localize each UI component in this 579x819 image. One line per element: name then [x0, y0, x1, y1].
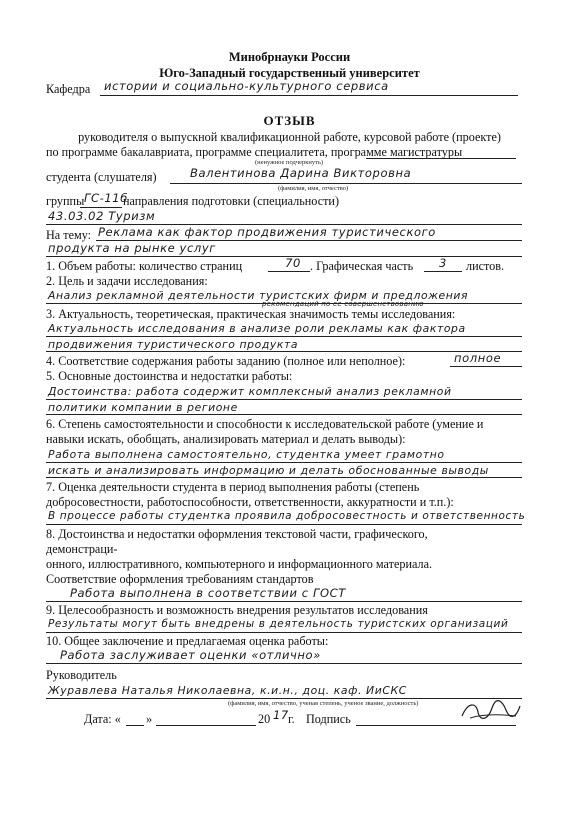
supervisor-label: Руководитель — [46, 668, 117, 682]
item-8-label-1: 8. Достоинства и недостатки оформления текстовой части, графического, — [46, 527, 428, 541]
item-7-underline — [46, 524, 522, 525]
item-3-answer-2: продвижения туристического продукта — [48, 338, 299, 351]
graphic-part-label: . Графическая часть — [310, 259, 414, 273]
department-value: истории и социально-культурного сервиса — [104, 79, 389, 93]
supervisor-caption: (фамилия, имя, отчество, ученая степень, ученое звание, должность) — [228, 700, 419, 707]
group-value: ГС-11б — [84, 191, 128, 205]
signature-label: Подпись — [306, 712, 351, 726]
item-6-label-2: навыки искать, обобщать, анализировать материал и делать выводы): — [46, 432, 406, 446]
direction-value: 43.03.02 Туризм — [48, 209, 156, 223]
group-label: группы — [46, 194, 85, 208]
group-underline — [80, 207, 122, 208]
item-8-label-4: Соответствие оформления требованиям стандартов — [46, 572, 314, 586]
student-name: Валентинова Дарина Викторовна — [190, 166, 412, 180]
item-10-answer: Работа заслуживает оценки «отлично» — [60, 648, 321, 662]
university-heading: Юго-Западный государственный университет — [159, 66, 420, 80]
item-8-answer: Работа выполнена в соответствии с ГОСТ — [70, 586, 346, 600]
item-5-answer-2: политики компании в регионе — [48, 401, 238, 414]
item-2-underline — [46, 303, 522, 304]
item-7-label-2: добросовестности, работоспособности, ответственности, аккуратности и т.п.): — [46, 495, 454, 509]
sheets-label: листов. — [466, 259, 505, 273]
document-title: ОТЗЫВ — [263, 113, 316, 128]
date-close-quote: » — [146, 712, 153, 726]
item-4-label: 4. Соответствие содержания работы заданию (полное или неполное): — [46, 354, 406, 368]
item-3-underline-2 — [46, 351, 522, 352]
signature-underline — [356, 725, 516, 726]
supervisor-signature — [458, 698, 524, 724]
department-underline — [100, 95, 518, 96]
department-label: Кафедра — [46, 82, 91, 96]
item-9-label: 9. Целесообразность и возможность внедрения результатов исследования — [46, 603, 428, 617]
date-year-value: 17 — [273, 708, 289, 722]
pages-count: 70 — [285, 256, 301, 270]
item-8-label-3: онного, иллюстративного, компьютерного и информационного материала. — [46, 557, 433, 571]
item-4-answer: полное — [454, 351, 502, 365]
pages-underline — [268, 271, 310, 272]
item-2-label: 2. Цель и задачи исследования: — [46, 274, 208, 288]
topic-label: На тему: — [46, 228, 92, 242]
item-5-label: 5. Основные достоинства и недостатки работы: — [46, 369, 293, 383]
item-6-answer-1: Работа выполнена самостоятельно, студентка умеет грамотно — [48, 448, 445, 461]
item-3-answer-1: Актуальность исследования в анализе роли рекламы как фактора — [48, 322, 466, 335]
date-day-underline — [126, 725, 144, 726]
intro-line-2: по программе бакалавриата, программе специалитета, программе магистратуры — [46, 145, 463, 159]
magistracy-underline — [366, 158, 516, 159]
item-10-label: 10. Общее заключение и предлагаемая оценка работы: — [46, 634, 329, 648]
item-2-answer-small: рекомендаций по ее совершенствованию — [262, 300, 424, 308]
date-label: Дата: « — [84, 712, 121, 726]
item-7-label-1: 7. Оценка деятельности студента в период выполнения работы (степень — [46, 480, 420, 494]
direction-label: направления подготовки (специальности) — [123, 194, 340, 208]
topic-line-1: Реклама как фактор продвижения туристического — [98, 225, 436, 239]
intro-line-1: руководителя о выпускной квалификационной работе, курсовой работе (проекте) — [78, 130, 501, 144]
ministry-heading: Минобрнауки России — [228, 50, 351, 64]
item-3-underline-1 — [46, 336, 522, 337]
date-year-prefix: 20 — [258, 712, 271, 726]
item-3-label: 3. Актуальность, теоретическая, практическая значимость темы исследования: — [46, 307, 456, 321]
topic-line-2: продукта на рынке услуг — [48, 241, 216, 255]
item-7-answer: В процессе работы студентка проявила добросовестность и ответственность — [48, 510, 526, 522]
underline-caption: (ненужное подчеркнуть) — [255, 159, 324, 166]
item-10-underline — [46, 663, 522, 664]
item-4-underline — [450, 366, 522, 367]
item-5-underline-1 — [46, 399, 522, 400]
item-6-underline-2 — [46, 477, 522, 478]
graphic-count: 3 — [439, 256, 447, 270]
date-year-suffix: г. — [288, 712, 295, 726]
item-5-answer-1: Достоинства: работа содержит комплексный анализ рекламной — [48, 385, 452, 398]
supervisor-name: Журавлева Наталья Николаевна, к.и.н., доц. каф. ИиСКС — [48, 684, 407, 697]
item-6-answer-2: искать и анализировать информацию и делать обоснованные выводы — [48, 464, 489, 477]
item-2-answer: Анализ рекламной деятельности туристских фирм и предложения — [48, 289, 469, 302]
item-9-underline — [46, 632, 522, 633]
item-1-label: 1. Объем работы: количество страниц — [46, 259, 243, 273]
item-9-answer: Результаты могут быть внедрены в деятельность туристских организаций — [48, 618, 509, 630]
item-5-underline-2 — [46, 414, 522, 415]
item-8-underline — [46, 601, 522, 602]
supervisor-underline — [46, 698, 522, 699]
item-6-label-1: 6. Степень самостоятельности и способности к исследовательской работе (умение и — [46, 417, 484, 431]
graphic-underline — [424, 271, 462, 272]
date-month-underline — [156, 725, 256, 726]
student-underline — [170, 183, 522, 184]
student-caption: (фамилия, имя, отчество) — [278, 185, 349, 192]
student-label: студента (слушателя) — [46, 170, 157, 184]
item-8-label-2: демонстраци- — [46, 542, 118, 556]
item-6-underline-1 — [46, 462, 522, 463]
